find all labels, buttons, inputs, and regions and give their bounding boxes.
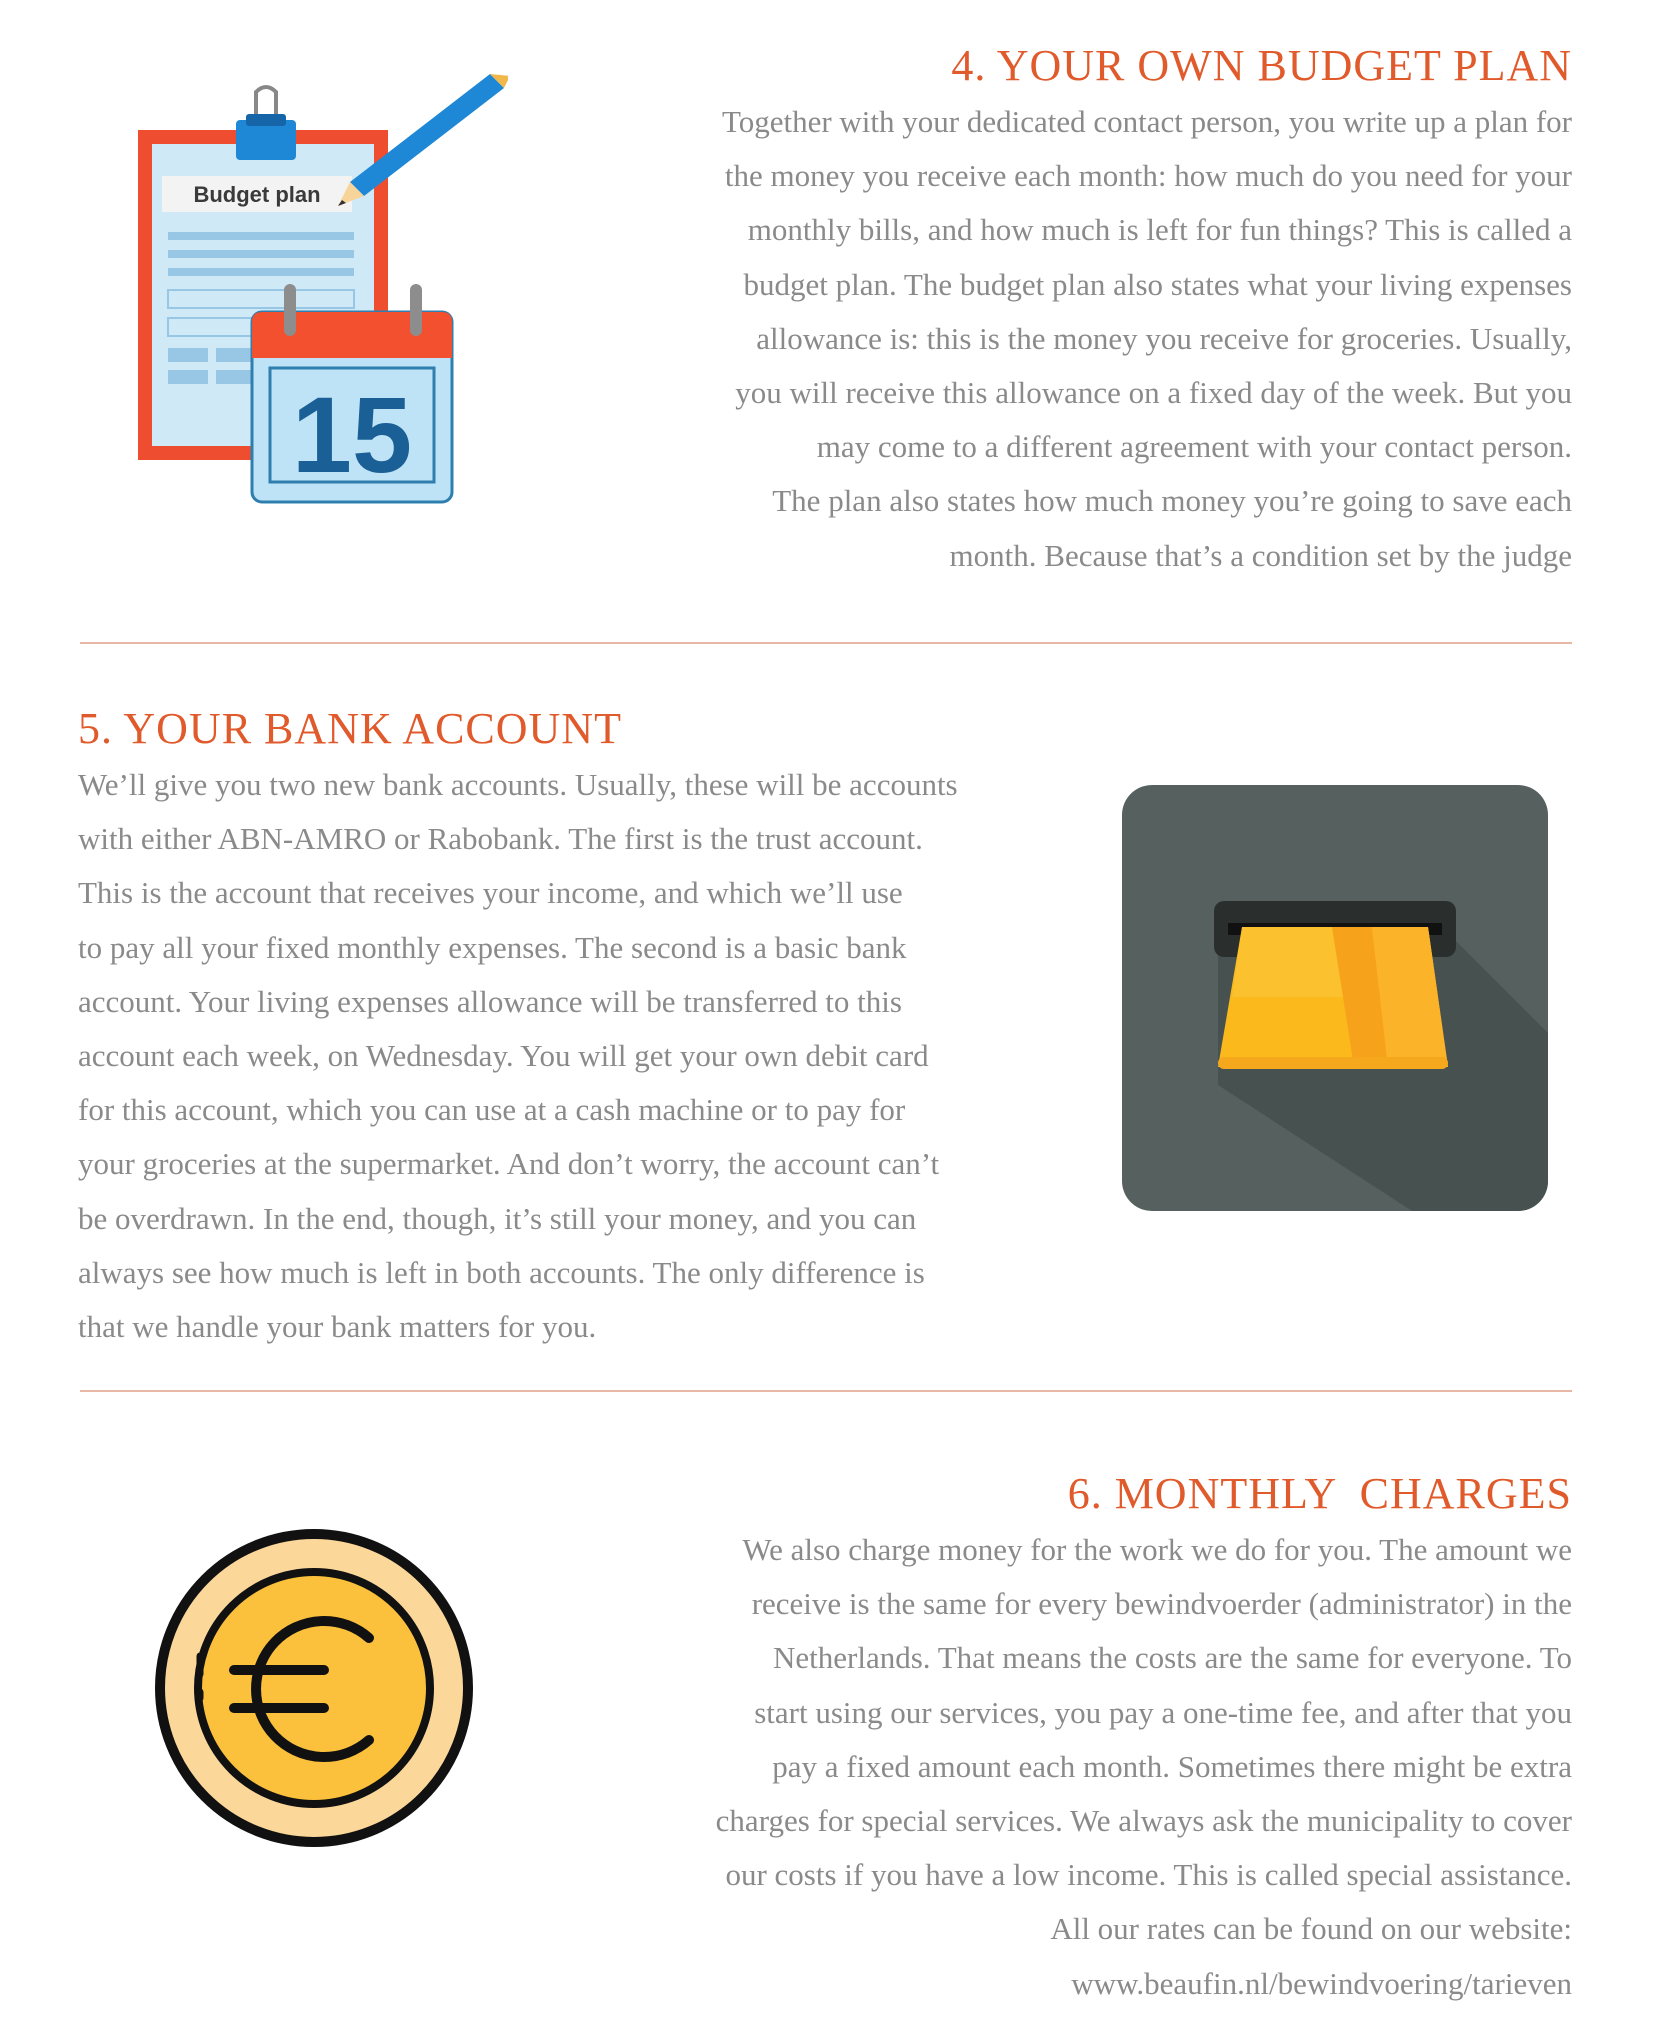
- text-line: be overdrawn. In the end, though, it’s still your money, and you can: [78, 1200, 917, 1236]
- budget-plan-text: [472, 95, 1572, 583]
- heading-monthly-charges: 6. MONTHLY CHARGES: [1067, 1469, 1572, 1518]
- text-line: your groceries at the supermarket. And don’t worry, the account can’t: [78, 1146, 940, 1182]
- text-line: receive is the same for every bewindvoerder (administrator) in the: [751, 1586, 1572, 1622]
- text-line: We’ll give you two new bank accounts. Usually, these will be accounts: [78, 767, 958, 802]
- heading-budget-plan: 4. YOUR OWN BUDGET PLAN: [951, 41, 1572, 90]
- text-line: may come to a different agreement with your contact person.: [816, 429, 1572, 465]
- euro-coin-icon: [154, 1528, 474, 1848]
- bank-account-text: [78, 758, 1078, 1354]
- section-divider: [80, 642, 1572, 644]
- text-line: start using our services, you pay a one-time fee, and after that you: [754, 1694, 1572, 1730]
- text-line: you will receive this allowance on a fixed day of the week. But you: [735, 375, 1572, 411]
- text-line: account. Your living expenses allowance will be transferred to this: [78, 983, 902, 1019]
- section-budget-plan: [0, 0, 1655, 640]
- text-line: always see how much is left in both accounts. The only difference is: [78, 1254, 925, 1290]
- section-divider: [80, 1390, 1572, 1392]
- text-line: with either ABN-AMRO or Rabobank. The first is the trust account.: [78, 821, 923, 857]
- text-line: monthly bills, and how much is left for fun things? This is called a: [747, 212, 1572, 248]
- text-line: charges for special services. We always ask the municipality to cover: [715, 1803, 1572, 1839]
- text-line: our costs if you have a low income. This is called special assistance.: [725, 1857, 1572, 1893]
- text-line: This is the account that receives your income, and which we’ll use: [78, 875, 903, 911]
- text-line: budget plan. The budget plan also states what your living expenses: [743, 266, 1572, 302]
- text-line: pay a fixed amount each month. Sometimes there might be extra: [772, 1748, 1572, 1784]
- section-bank-account: [0, 645, 1655, 1385]
- text-line: to pay all your fixed monthly expenses. The second is a basic bank: [78, 929, 907, 965]
- text-line: that we handle your bank matters for you.: [78, 1309, 597, 1345]
- text-line: account each week, on Wednesday. You will get your own debit card: [78, 1038, 929, 1074]
- website-link[interactable]: www.beaufin.nl/bewindvoering/tarieven: [1071, 1965, 1572, 2001]
- clipboard-label: Budget plan: [193, 182, 321, 207]
- calendar-icon: [252, 284, 452, 502]
- text-line: the money you receive each month: how much do you need for your: [724, 158, 1572, 194]
- budget-plan-illustration: [128, 72, 508, 527]
- text-line: allowance is: this is the money you receive for groceries. Usually,: [756, 320, 1572, 356]
- text-line: We also charge money for the work we do for you. The amount we: [742, 1532, 1572, 1567]
- text-line: month. Because that’s a condition set by the judge: [949, 537, 1572, 573]
- text-line: Netherlands. That means the costs are the same for everyone. To: [773, 1640, 1572, 1676]
- text-line: The plan also states how much money you’re going to save each: [772, 483, 1572, 519]
- text-line: for this account, which you can use at a cash machine or to pay for: [78, 1092, 906, 1128]
- monthly-charges-text: [472, 1523, 1572, 2011]
- calendar-day: 15: [291, 374, 413, 495]
- heading-bank-account: 5. YOUR BANK ACCOUNT: [78, 704, 622, 753]
- bank-card-slot-icon: [1122, 785, 1548, 1211]
- section-monthly-charges: [0, 1393, 1655, 2043]
- text-line: Together with your dedicated contact person, you write up a plan for: [721, 104, 1572, 139]
- text-line: All our rates can be found on our website:: [1050, 1911, 1572, 1947]
